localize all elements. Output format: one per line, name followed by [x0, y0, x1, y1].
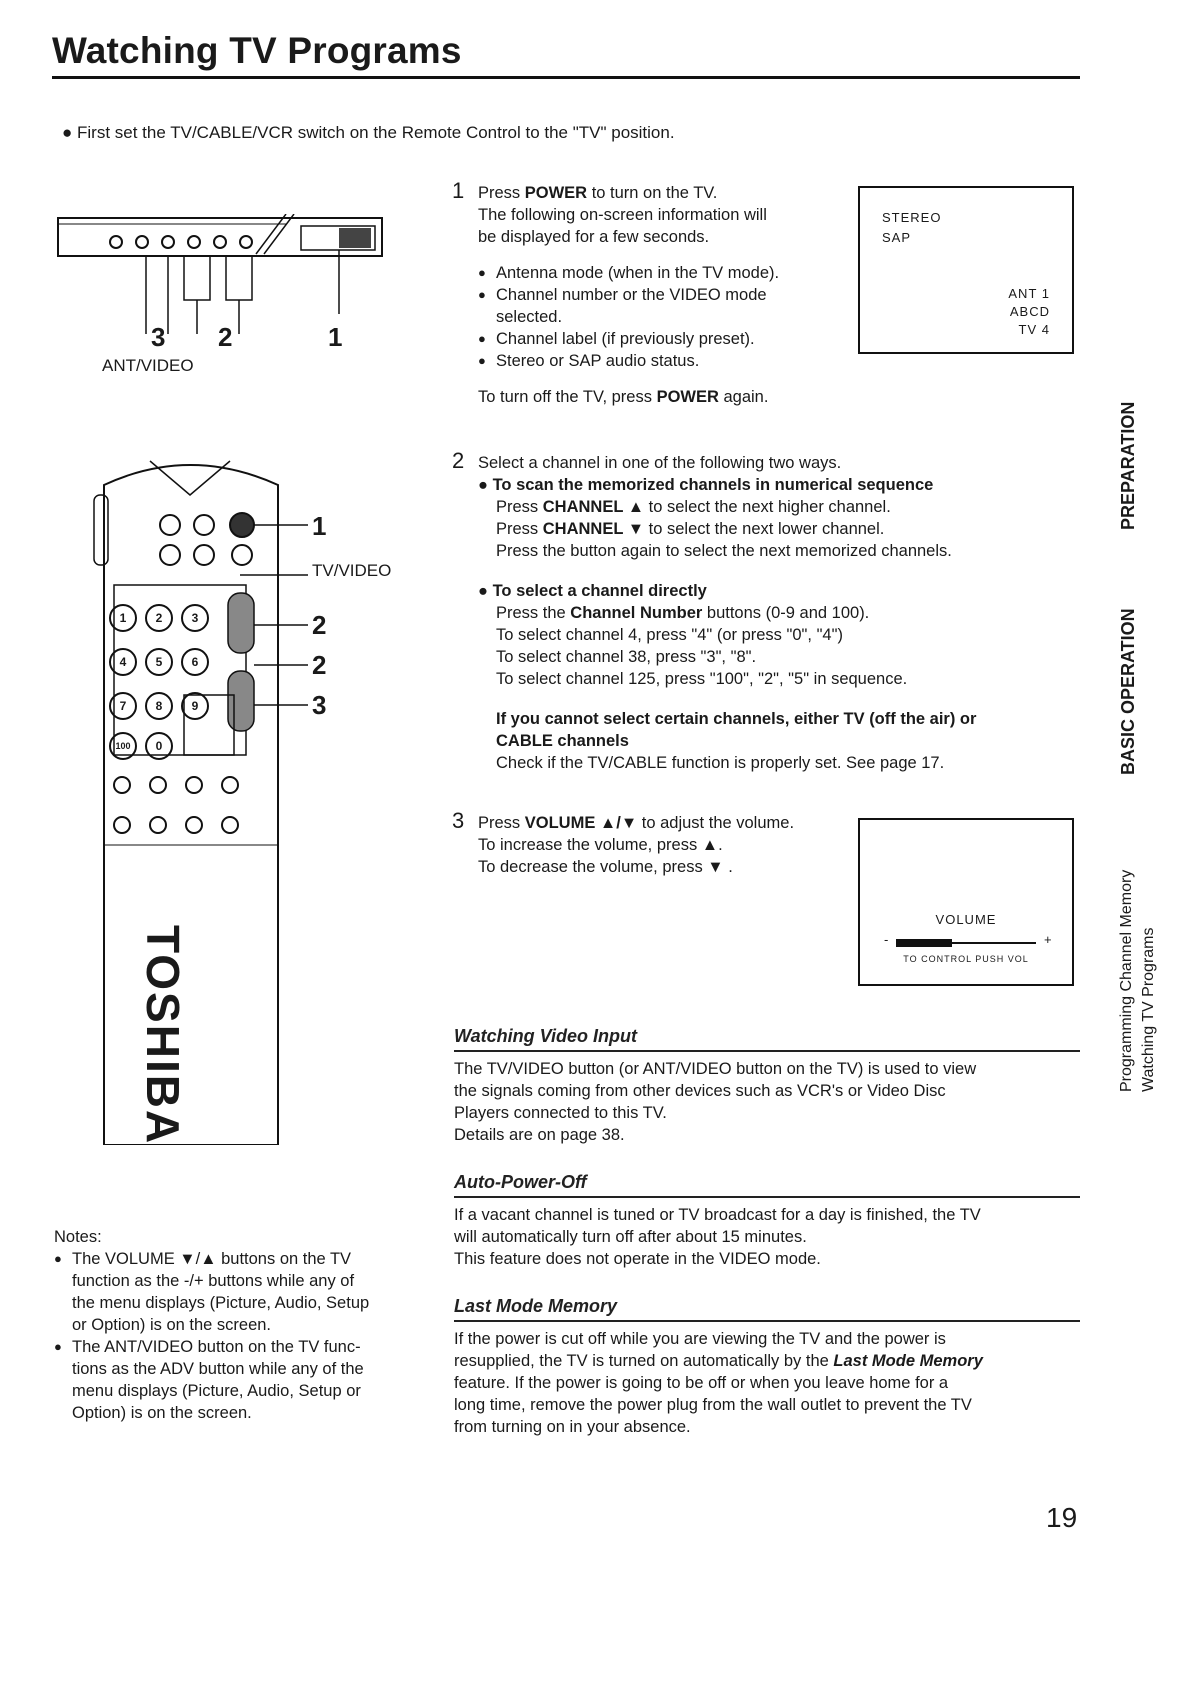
s3-line2: To increase the volume, press ▲. [478, 836, 723, 854]
vi-l2: the signals coming from other devices such as VCR's or Video Disc [454, 1082, 946, 1100]
step-2-text [478, 452, 1098, 774]
note-2-l4: Option) is on the screen. [72, 1404, 252, 1422]
osd-volume-hint: TO CONTROL PUSH VOL [903, 954, 1029, 964]
remote-key-7: 7 [109, 692, 137, 720]
remote-callout-2b: 2 [312, 650, 327, 680]
note-1-l1: ● The VOLUME ▼/▲ buttons on the TV [72, 1250, 352, 1268]
remote-brand: TOSHIBA [137, 925, 189, 1146]
s2-direct2: To select channel 4, press "4" (or press "0", "4") [496, 626, 843, 644]
s1-c: to turn on the TV. [587, 184, 718, 202]
s2-scan-head-label: To scan the memorized channels in numerical sequence [492, 476, 934, 494]
tv-callout-1: 1 [328, 322, 343, 352]
auto-off-body [454, 1204, 1080, 1270]
step-1-bullets [478, 262, 818, 372]
video-input-title: Watching Video Input [454, 1026, 637, 1046]
tv-video-label: TV/VIDEO [312, 561, 392, 580]
remote-key-5: 5 [145, 648, 173, 676]
remote-illustration [90, 455, 430, 1145]
s1-bullet-2: ● Channel number or the VIDEO mode selected. [478, 284, 818, 328]
s1-line3: be displayed for a few seconds. [478, 228, 710, 246]
lm-l4: long time, remove the power plug from the wall outlet to prevent the TV [454, 1396, 972, 1414]
s2-scan1-a: Press [496, 498, 543, 516]
remote-callout-1: 1 [312, 511, 327, 541]
s2-scan2-a: Press [496, 520, 543, 538]
notes-list [54, 1248, 424, 1424]
osd-volume-plus: + [1044, 932, 1053, 947]
notes-heading: Notes: [54, 1228, 102, 1246]
tv-callout-2: 2 [218, 322, 233, 352]
s2-direct1-c: buttons (0-9 and 100). [702, 604, 870, 622]
remote-callout-2a: 2 [312, 610, 327, 640]
note-2-l1: ● The ANT/VIDEO button on the TV func- [72, 1338, 361, 1356]
last-mode-rule [454, 1320, 1080, 1322]
vi-l4: Details are on page 38. [454, 1126, 625, 1144]
tv-callout-3: 3 [151, 322, 166, 352]
s2-scan1 [478, 496, 1098, 518]
video-input-rule [454, 1050, 1080, 1052]
side-tab-programming: Programming Channel Memory [1118, 869, 1135, 1092]
s1-line2: The following on-screen information will [478, 206, 767, 224]
s3-c: to adjust the volume. [637, 814, 795, 832]
step-2-number: 2 [452, 448, 465, 473]
s1-off-power: POWER [656, 388, 719, 406]
step-3-text [478, 812, 838, 878]
note-2-l3: menu displays (Picture, Audio, Setup or [72, 1382, 361, 1400]
lm-l2-b: Last Mode Memory [833, 1352, 983, 1370]
osd-volume-label: VOLUME [935, 912, 997, 927]
lm-l5: from turning on in your absence. [454, 1418, 691, 1436]
step-1-number: 1 [452, 178, 465, 203]
osd-label: ABCD [1009, 304, 1050, 319]
s1-bullet-4: ● Stereo or SAP audio status. [478, 350, 818, 372]
remote-key-9: 9 [181, 692, 209, 720]
note-1-l3: the menu displays (Picture, Audio, Setup [72, 1294, 370, 1312]
s1-off [478, 386, 838, 408]
vi-l1: The TV/VIDEO button (or ANT/VIDEO button on the TV) is used to view [454, 1060, 977, 1078]
s2-scan-head: ● To scan the memorized channels in numerical sequence [478, 476, 934, 494]
page-title: Watching TV Programs [52, 30, 462, 71]
s2-scan3: Press the button again to select the next memorized channels. [496, 542, 952, 560]
osd-volume-fill [896, 939, 952, 947]
vi-l3: Players connected to this TV. [454, 1104, 667, 1122]
remote-key-3: 3 [181, 604, 209, 632]
osd-info-screen [858, 186, 1074, 354]
remote-key-0: 0 [145, 732, 173, 760]
intro-text: ● First set the TV/CABLE/VCR switch on the Remote Control to the "TV" position. [62, 123, 675, 142]
note-2-l2: tions as the ADV button while any of the [72, 1360, 364, 1378]
note-2 [54, 1336, 424, 1424]
notes [54, 1226, 424, 1424]
osd-ant: ANT 1 [1008, 286, 1050, 301]
side-tab-basic-operation: BASIC OPERATION [1118, 608, 1138, 775]
page-number: 19 [1046, 1502, 1078, 1533]
s2-scan2-c: to select the next lower channel. [644, 520, 885, 538]
step-1-text [478, 182, 838, 408]
step-3-number: 3 [452, 808, 465, 833]
s1-off-c: again. [718, 388, 769, 406]
side-tab-watching: Watching TV Programs [1140, 927, 1157, 1092]
s2-direct1-a: Press the [496, 604, 571, 622]
s2-direct1-b: Channel Number [570, 604, 703, 622]
remote-key-100: 100 [109, 732, 137, 760]
remote-key-2: 2 [145, 604, 173, 632]
side-tab-preparation: PREPARATION [1118, 401, 1138, 530]
remote-key-6: 6 [181, 648, 209, 676]
s1-a: Press [478, 184, 525, 202]
last-mode-title: Last Mode Memory [454, 1296, 618, 1316]
s2-scan2 [478, 518, 1098, 540]
osd-volume-track [896, 942, 1036, 944]
osd-tv: TV 4 [1018, 322, 1050, 337]
s2-direct3: To select channel 38, press "3", "8". [496, 648, 757, 666]
lm-l1: If the power is cut off while you are viewing the TV and the power is [454, 1330, 946, 1348]
s1-bullet-1: ● Antenna mode (when in the TV mode). [478, 262, 818, 284]
s2-intro: Select a channel in one of the following two ways. [478, 454, 842, 472]
remote-callout-3: 3 [312, 690, 327, 720]
note-1-l4: or Option) is on the screen. [72, 1316, 272, 1334]
video-input-body [454, 1058, 1080, 1146]
remote-key-4: 4 [109, 648, 137, 676]
s3-a: Press [478, 814, 525, 832]
osd-stereo: STEREO [882, 210, 942, 225]
s1-power: POWER [524, 184, 588, 202]
ant-video-label: ANT/VIDEO [102, 356, 194, 375]
remote-key-1: 1 [109, 604, 137, 632]
ao-l2: will automatically turn off after about 15 minutes. [454, 1228, 807, 1246]
s2-scan1-b: CHANNEL ▲ [542, 498, 645, 516]
s2-scan1-c: to select the next higher channel. [644, 498, 891, 516]
s3-volume: VOLUME ▲/▼ [524, 814, 638, 832]
s2-direct-head-label: To select a channel directly [492, 582, 707, 600]
osd-sap: SAP [882, 230, 912, 245]
intro-label: First set the TV/CABLE/VCR switch on the Remote Control to the "TV" position. [77, 123, 675, 142]
tv-panel-illustration [56, 214, 386, 394]
s2-warn-head1: If you cannot select certain channels, either TV (off the air) or [496, 710, 977, 728]
osd-volume-screen [858, 818, 1074, 986]
s2-direct-head: ● To select a channel directly [478, 582, 707, 600]
note-1 [54, 1248, 424, 1336]
s1-bullet-3: ● Channel label (if previously preset). [478, 328, 818, 350]
lm-l2-a: resupplied, the TV is turned on automatically by the [454, 1352, 834, 1370]
s3-line3: To decrease the volume, press ▼ . [478, 858, 733, 876]
s2-warn-body: Check if the TV/CABLE function is properly set. See page 17. [496, 754, 945, 772]
lm-l3: feature. If the power is going to be off or when you leave home for a [454, 1374, 949, 1392]
ao-l3: This feature does not operate in the VIDEO mode. [454, 1250, 821, 1268]
title-rule [52, 76, 1080, 79]
s2-warn-head2: CABLE channels [496, 732, 629, 750]
s2-scan2-b: CHANNEL ▼ [542, 520, 645, 538]
osd-volume-minus: - [884, 932, 890, 947]
s2-direct1 [478, 602, 1098, 624]
s2-direct4: To select channel 125, press "100", "2", "5" in sequence. [496, 670, 908, 688]
auto-off-rule [454, 1196, 1080, 1198]
ao-l1: If a vacant channel is tuned or TV broadcast for a day is finished, the TV [454, 1206, 981, 1224]
note-1-l2: function as the -/+ buttons while any of [72, 1272, 355, 1290]
remote-key-8: 8 [145, 692, 173, 720]
last-mode-body [454, 1328, 1094, 1438]
auto-off-title: Auto-Power-Off [454, 1172, 587, 1192]
s1-off-a: To turn off the TV, press [478, 388, 657, 406]
lm-l2 [454, 1350, 1094, 1372]
